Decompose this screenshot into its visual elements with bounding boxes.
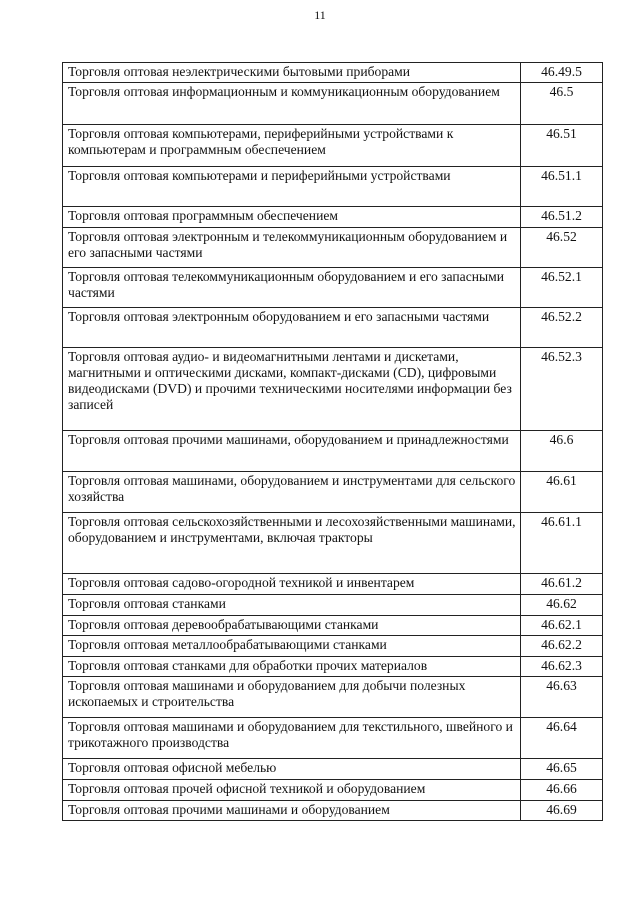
activity-name: Торговля оптовая телекоммуникационным оборудованием и его запасными частями [63, 268, 521, 308]
activity-code: 46.62 [521, 595, 603, 616]
activity-code: 46.62.3 [521, 657, 603, 677]
activity-code: 46.64 [521, 718, 603, 759]
table-row [63, 636, 603, 657]
table-row [63, 228, 603, 268]
activity-code: 46.52.3 [521, 348, 603, 431]
activity-name: Торговля оптовая машинами, оборудованием и инструментами для сельского хозяйства [63, 472, 521, 513]
table-row [63, 308, 603, 348]
table-row [63, 268, 603, 308]
activity-code: 46.66 [521, 780, 603, 801]
activity-name: Торговля оптовая информационным и коммуникационным оборудованием [63, 83, 521, 125]
okved-table [62, 62, 603, 821]
table-row [63, 801, 603, 821]
activity-code: 46.65 [521, 759, 603, 780]
activity-name: Торговля оптовая аудио- и видеомагнитными лентами и дискетами, магнитными и оптическими дисками, компакт-дисками (CD), цифровыми видеодисками (DVD) и прочими техническими носителями информации без записей [63, 348, 521, 431]
activity-name: Торговля оптовая машинами и оборудованием для добычи полезных ископаемых и строительства [63, 677, 521, 718]
activity-name: Торговля оптовая электронным оборудованием и его запасными частями [63, 308, 521, 348]
activity-name: Торговля оптовая компьютерами и периферийными устройствами [63, 167, 521, 207]
activity-name: Торговля оптовая прочей офисной техникой и оборудованием [63, 780, 521, 801]
table-row [63, 759, 603, 780]
activity-code: 46.52.2 [521, 308, 603, 348]
table-row [63, 780, 603, 801]
activity-name: Торговля оптовая сельскохозяйственными и лесохозяйственными машинами, оборудованием и инструментами, включая тракторы [63, 513, 521, 574]
activity-name: Торговля оптовая прочими машинами, оборудованием и принадлежностями [63, 431, 521, 472]
table-row [63, 595, 603, 616]
table-row [63, 63, 603, 83]
table-row [63, 574, 603, 595]
table-row [63, 718, 603, 759]
activity-code: 46.61.1 [521, 513, 603, 574]
activity-code: 46.63 [521, 677, 603, 718]
table-row [63, 348, 603, 431]
activity-code: 46.49.5 [521, 63, 603, 83]
activity-code: 46.62.2 [521, 636, 603, 657]
table-row [63, 472, 603, 513]
activity-code: 46.62.1 [521, 616, 603, 636]
table-row [63, 125, 603, 167]
table-row [63, 83, 603, 125]
activity-code: 46.51 [521, 125, 603, 167]
activity-code: 46.5 [521, 83, 603, 125]
activity-code: 46.51.2 [521, 207, 603, 228]
activity-code: 46.51.1 [521, 167, 603, 207]
activity-name: Торговля оптовая станками [63, 595, 521, 616]
activity-name: Торговля оптовая электронным и телекоммуникационным оборудованием и его запасными частями [63, 228, 521, 268]
page-number: 11 [314, 8, 326, 22]
activity-code: 46.52.1 [521, 268, 603, 308]
activity-name: Торговля оптовая металлообрабатывающими станками [63, 636, 521, 657]
table-row [63, 616, 603, 636]
activity-name: Торговля оптовая офисной мебелью [63, 759, 521, 780]
activity-name: Торговля оптовая деревообрабатывающими станками [63, 616, 521, 636]
activity-code: 46.6 [521, 431, 603, 472]
activity-code: 46.52 [521, 228, 603, 268]
activity-name: Торговля оптовая неэлектрическими бытовыми приборами [63, 63, 521, 83]
activity-code: 46.61.2 [521, 574, 603, 595]
table-row [63, 657, 603, 677]
table-row [63, 677, 603, 718]
table-row [63, 167, 603, 207]
okved-table-body [63, 63, 603, 821]
activity-name: Торговля оптовая садово-огородной техникой и инвентарем [63, 574, 521, 595]
activity-code: 46.69 [521, 801, 603, 821]
activity-name: Торговля оптовая машинами и оборудованием для текстильного, швейного и трикотажного производства [63, 718, 521, 759]
activity-name: Торговля оптовая программным обеспечением [63, 207, 521, 228]
activity-code: 46.61 [521, 472, 603, 513]
activity-name: Торговля оптовая компьютерами, периферийными устройствами к компьютерам и программным обеспечением [63, 125, 521, 167]
table-row [63, 431, 603, 472]
table-row [63, 513, 603, 574]
table-row [63, 207, 603, 228]
activity-name: Торговля оптовая станками для обработки прочих материалов [63, 657, 521, 677]
activity-name: Торговля оптовая прочими машинами и оборудованием [63, 801, 521, 821]
